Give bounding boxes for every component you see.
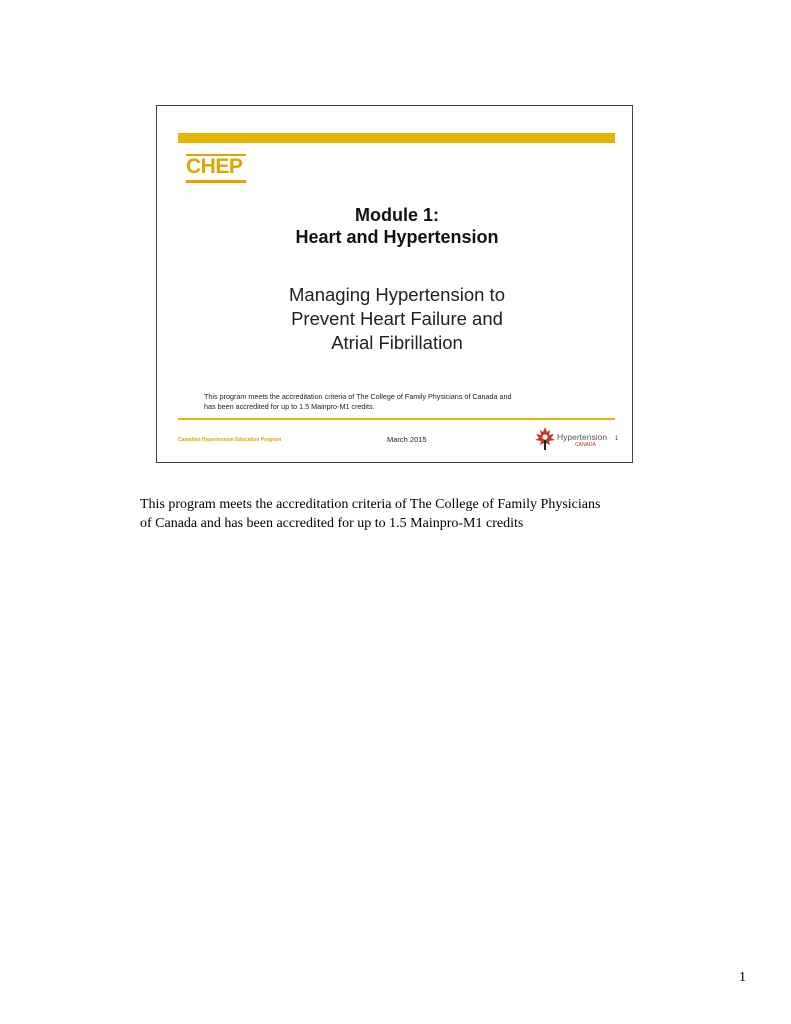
slide-bottom-accent-bar bbox=[178, 418, 615, 420]
chep-logo-text: CHEP bbox=[186, 155, 243, 178]
subtitle-line: Managing Hypertension to bbox=[289, 284, 505, 305]
module-title-line: Module 1: bbox=[355, 205, 439, 225]
page-number: 1 bbox=[739, 970, 746, 985]
chep-logo bbox=[186, 156, 247, 184]
hypertension-logo-sub: CANADA bbox=[575, 442, 596, 448]
accreditation-line: This program meets the accreditation criteria of The College of Family Physicians of Canada and bbox=[204, 392, 512, 401]
subtitle-line: Prevent Heart Failure and bbox=[291, 308, 503, 329]
slide-footer-date: March 2015 bbox=[387, 435, 427, 444]
hypertension-canada-logo bbox=[533, 426, 623, 456]
notes-line: of Canada and has been accredited for up to 1.5 Mainpro-M1 credits bbox=[140, 516, 524, 531]
speaker-notes bbox=[140, 495, 660, 533]
subtitle-line: Atrial Fibrillation bbox=[331, 332, 463, 353]
module-title-line: Heart and Hypertension bbox=[295, 227, 499, 247]
slide-top-accent-bar bbox=[178, 133, 615, 143]
chep-logo-underline bbox=[186, 180, 246, 183]
hypertension-logo-name: Hypertension bbox=[557, 432, 608, 442]
notes-line: This program meets the accreditation criteria of The College of Family Physicians bbox=[140, 497, 601, 512]
maple-leaf-icon bbox=[533, 426, 557, 452]
slide-number: 1 bbox=[615, 436, 619, 442]
slide-footer-program: Canadian Hypertension Education Program bbox=[178, 437, 282, 443]
slide-module-title bbox=[217, 204, 577, 248]
slide-accreditation-text bbox=[204, 392, 624, 412]
slide-thumbnail bbox=[156, 105, 633, 463]
accreditation-line: has been accredited for up to 1.5 Mainpro-M1 credits. bbox=[204, 402, 375, 411]
slide-subtitle bbox=[217, 283, 577, 355]
